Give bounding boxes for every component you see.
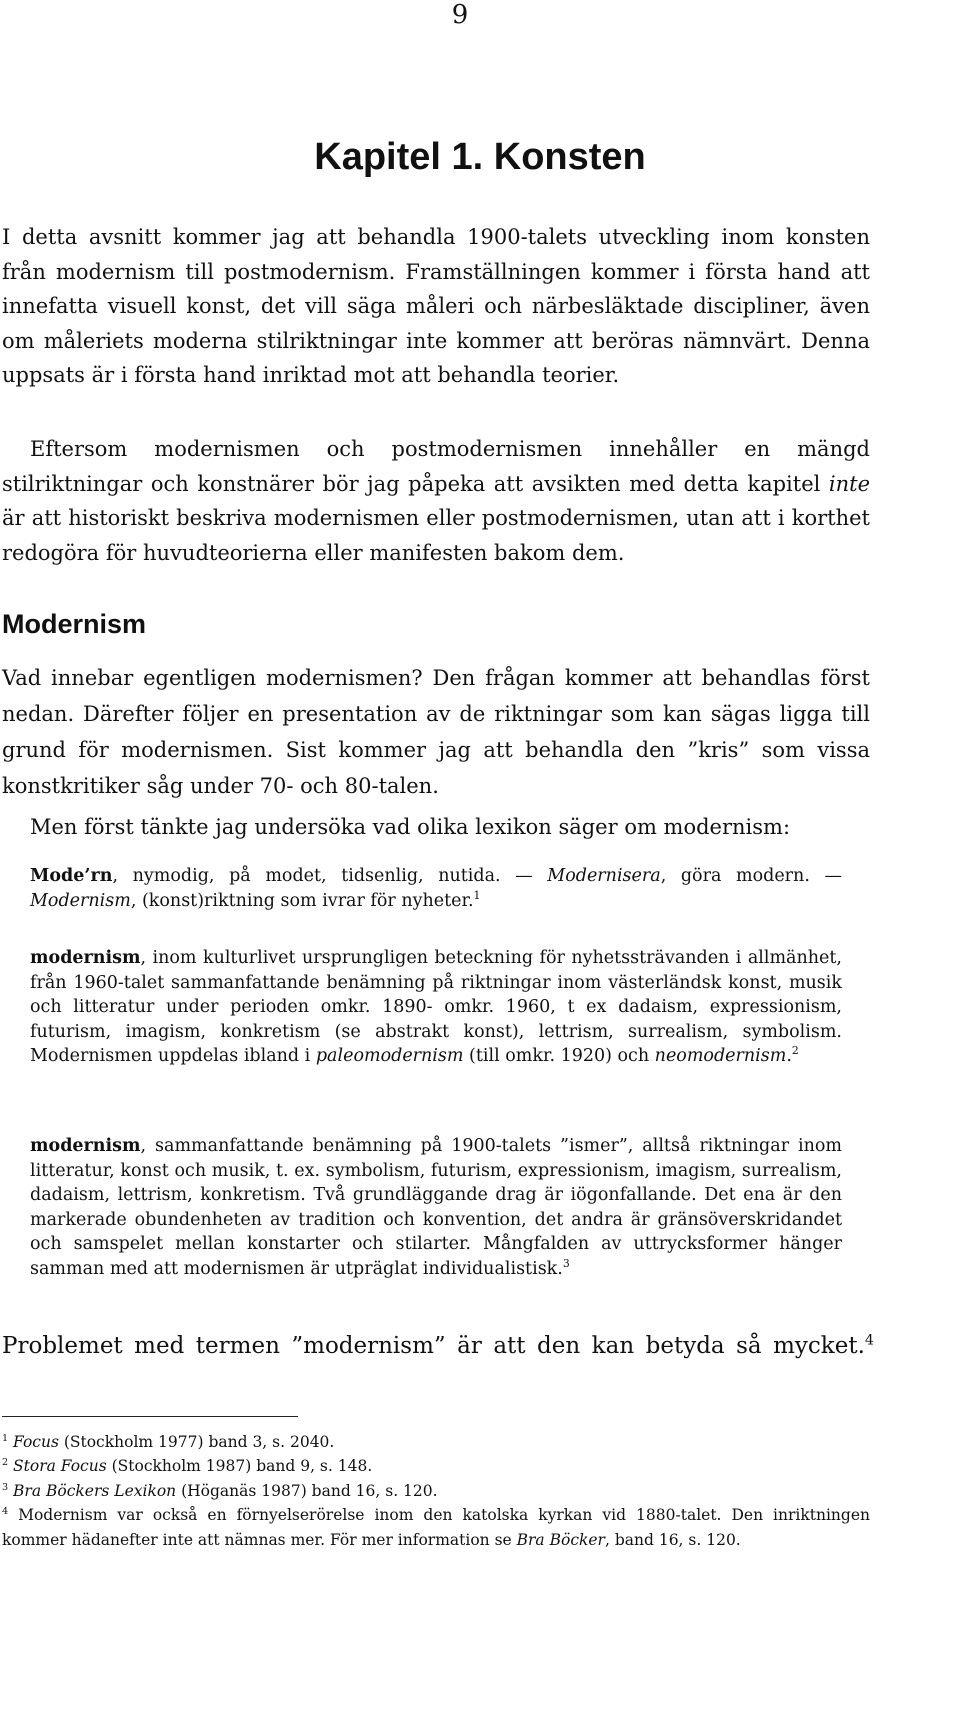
lexicon-quote-2 [30, 946, 842, 1069]
quote-2-headword: modernism [30, 948, 141, 968]
footnote-ref-1[interactable]: 1 [473, 888, 481, 902]
footnote-4 [2, 1503, 870, 1552]
footnote-title: Focus [13, 1433, 59, 1451]
page-number: 9 [451, 0, 469, 30]
footnote-2 [2, 1454, 870, 1478]
footnotes [2, 1430, 870, 1552]
footnote-ref-4[interactable]: 4 [864, 1332, 874, 1349]
footnote-title: Bra Böckers Lexikon [13, 1481, 177, 1500]
footnote-number: 4 [2, 1506, 9, 1518]
quote-2-text-c: . [786, 1046, 792, 1066]
footnote-text: (Stockholm 1977) band 3, s. 2040. [58, 1433, 335, 1451]
quote-1-headword: Mode’rn [30, 866, 113, 886]
footnote-divider [2, 1416, 298, 1417]
closing-sentence [2, 1328, 874, 1364]
footnote-text: (Höganäs 1987) band 16, s. 120. [176, 1481, 438, 1500]
footnote-number: 3 [2, 1481, 9, 1493]
footnote-3 [2, 1479, 870, 1503]
footnote-title: Stora Focus [13, 1457, 107, 1476]
section-heading: Modernism [2, 609, 147, 639]
footnote-title: Bra Böcker [516, 1530, 605, 1549]
footnote-ref-2[interactable]: 2 [791, 1044, 799, 1058]
intro-paragraph-2 [2, 432, 870, 570]
footnote-number: 1 [2, 1432, 9, 1444]
quote-1-text-b: , göra modern. — [660, 866, 842, 886]
quote-2-italic-a: paleomodernism [315, 1046, 464, 1066]
intro-paragraph-2-emphasis: inte [828, 471, 870, 496]
quote-3-headword: modernism [30, 1136, 141, 1156]
footnote-text: , band 16, s. 120. [604, 1530, 741, 1549]
quote-2-text-a: , inom kulturlivet ursprungligen beteckning för nyhetssträvanden i allmänhet, från 1960-talet sammanfattande benämning på riktningar inom västerländsk konst, musik och litteratur under perioden omkr. 1890- omkr. 1960, t ex dadaism, expressionism, futurism, imagism, konkretism (se abstrakt konst), lettrism, surrealism, symbolism. Modernismen uppdelas ibland i [30, 948, 842, 1066]
footnote-text-pre: Modernism var också en förnyelserörelse inom den katolska kyrkan vid 1880-talet. Den inriktningen kommer hädanefter inte att nämnas mer. För mer information se [2, 1506, 870, 1549]
lexicon-quote-3 [30, 1134, 842, 1281]
footnote-ref-3[interactable]: 3 [562, 1256, 570, 1270]
quote-2-text-b: (till omkr. 1920) och [463, 1046, 655, 1066]
closing-sentence-text: Problemet med termen ”modernism” är att den kan betyda så mycket. [2, 1333, 865, 1359]
intro-paragraph-2-after: är att historiskt beskriva modernismen eller postmodernismen, utan att i korthet redogöra för huvudteorierna eller manifesten bakom dem. [2, 506, 870, 565]
footnote-number: 2 [2, 1457, 9, 1469]
quote-1-italic-a: Modernisera [547, 866, 661, 886]
intro-paragraph-1 [2, 220, 870, 393]
section-paragraph-2: Men först tänkte jag undersöka vad olika lexikon säger om modernism: [30, 815, 791, 839]
quote-1-italic-b: Modernism [30, 890, 131, 911]
lexicon-quote-1 [30, 864, 842, 913]
quote-3-text-a: , sammanfattande benämning på 1900-talets ”ismer”, alltså riktningar inom litteratur, konst och musik, t. ex. symbolism, futurism, expressionism, imagism, surrealism, dadaism, lettrism, konkretism. Två grundläggande drag är iögonfallande. Det ena är den markerade obundenheten av tradition och konvention, det andra är gränsöverskridandet och samspelet mellan konstarter och stilarter. Mångfalden av uttrycksformer hänger samman med att modernismen är utpräglat individualistisk. [30, 1136, 842, 1279]
footnote-1 [2, 1430, 870, 1454]
quote-1-text-a: , nymodig, på modet, tidsenlig, nutida. — [112, 866, 548, 886]
intro-paragraph-2-before: Eftersom modernismen och postmodernismen innehåller en mängd stilriktningar och konstnärer bör jag påpeka att avsikten med detta kapitel [2, 437, 870, 496]
quote-1-text-c: , (konst)riktning som ivrar för nyheter. [130, 890, 474, 911]
chapter-title: Kapitel 1. Konsten [314, 136, 646, 178]
section-paragraph-1: Vad innebar egentligen modernismen? Den frågan kommer att behandlas först nedan. Därefter följer en presentation av de riktningar som kan sägas ligga till grund för modernismen. Sist kommer jag att behandla den ”kris” som vissa konstkritiker såg under 70- och 80-talen. [2, 666, 870, 798]
footnote-text: (Stockholm 1987) band 9, s. 148. [106, 1457, 373, 1476]
intro-paragraph-1-text: I detta avsnitt kommer jag att behandla 1900-talets utveckling inom konsten från modernism till postmodernism. Framställningen kommer i första hand att innefatta visuell konst, det vill säga måleri och närbesläktade discipliner, även om måleriets moderna stilriktningar inte kommer att beröras nämnvärt. Denna uppsats är i första hand inriktad mot att behandla teorier. [2, 225, 870, 387]
quote-2-italic-b: neomodernism [654, 1046, 787, 1066]
